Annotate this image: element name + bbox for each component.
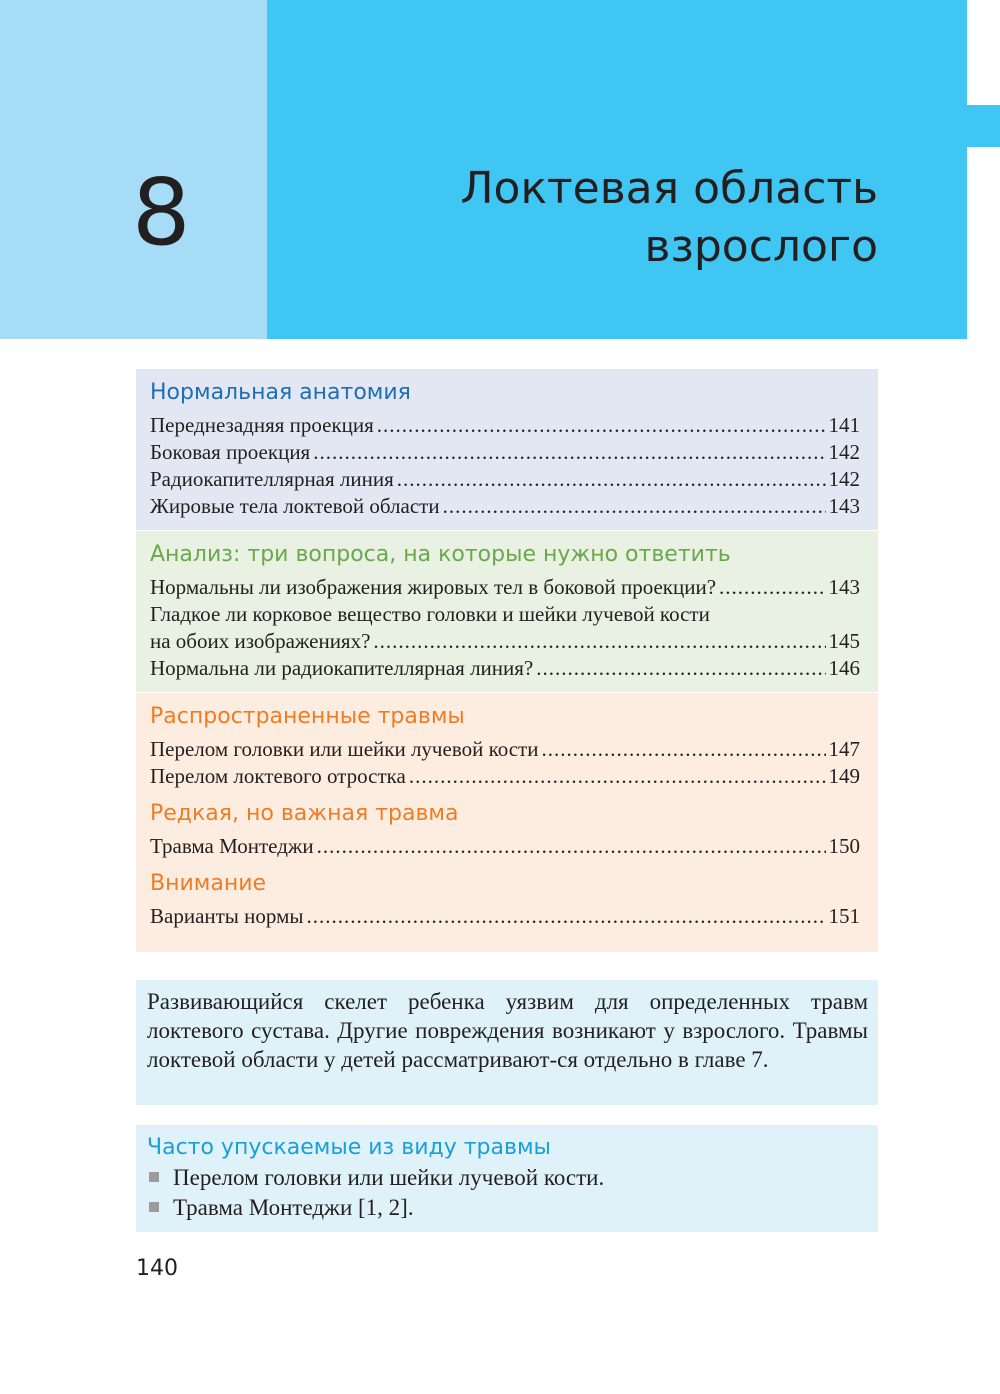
- toc-entry[interactable]: Нормальна ли радиокапителлярная линия? ..... 146: [150, 655, 860, 682]
- missed-injuries-heading: Часто упускаемые из виду травмы: [147, 1135, 551, 1160]
- toc-section-heading: Редкая, но важная травма: [150, 801, 459, 826]
- toc-section-heading: Нормальная анатомия: [150, 380, 411, 405]
- chapter-title-line-2: взрослого: [644, 221, 878, 272]
- toc-entry[interactable]: Перелом локтевого отростка ..... 149: [150, 763, 860, 790]
- chapter-title: [460, 160, 878, 276]
- toc-section-analysis: [136, 531, 878, 692]
- toc-section-normal-anatomy: [136, 369, 878, 530]
- list-item: Перелом головки или шейки лучевой кости.: [147, 1163, 868, 1193]
- page-number: 140: [136, 1256, 178, 1281]
- missed-injuries-box: [136, 1125, 878, 1232]
- chapter-thumb-tab: [967, 105, 1000, 147]
- chapter-number: 8: [132, 159, 191, 266]
- toc-entry[interactable]: Травма Монтеджи ..... 150: [150, 833, 860, 860]
- toc-entry[interactable]: на обоих изображениях? ..... 145: [150, 628, 860, 655]
- chapter-title-line-1: Локтевая область: [460, 163, 878, 214]
- page-edge-strip: [967, 0, 1000, 105]
- toc-entry-first-line[interactable]: Гладкое ли корковое вещество головки и шейки лучевой кости: [150, 602, 710, 626]
- list-item: Травма Монтеджи [1, 2].: [147, 1193, 868, 1223]
- intro-text: Развивающийся скелет ребенка уязвим для определенных травм локтевого сустава. Другие повреждения возникают у взрослого. Травмы локтевой области у детей рассматривают-ся отдельно в главе 7.: [147, 989, 868, 1072]
- toc-entry[interactable]: Перелом головки или шейки лучевой кости ..... 147: [150, 736, 860, 763]
- bullet-square-icon: [149, 1172, 159, 1182]
- intro-box: [136, 980, 878, 1105]
- toc-entry[interactable]: Нормальны ли изображения жировых тел в боковой проекции? ..... 143: [150, 574, 860, 601]
- toc-section-heading: Анализ: три вопроса, на которые нужно ответить: [150, 542, 731, 567]
- toc-entry[interactable]: Радиокапителлярная линия ..... 142: [150, 466, 860, 493]
- toc-entry[interactable]: Жировые тела локтевой области ..... 143: [150, 493, 860, 520]
- toc-section-injuries: [136, 693, 878, 952]
- toc-section-heading: Внимание: [150, 871, 267, 896]
- toc-section-heading: Распространенные травмы: [150, 704, 465, 729]
- toc-entry[interactable]: Варианты нормы ..... 151: [150, 903, 860, 930]
- toc-entry[interactable]: Переднезадняя проекция ..... 141: [150, 412, 860, 439]
- toc-entry[interactable]: Боковая проекция ..... 142: [150, 439, 860, 466]
- bullet-square-icon: [149, 1202, 159, 1212]
